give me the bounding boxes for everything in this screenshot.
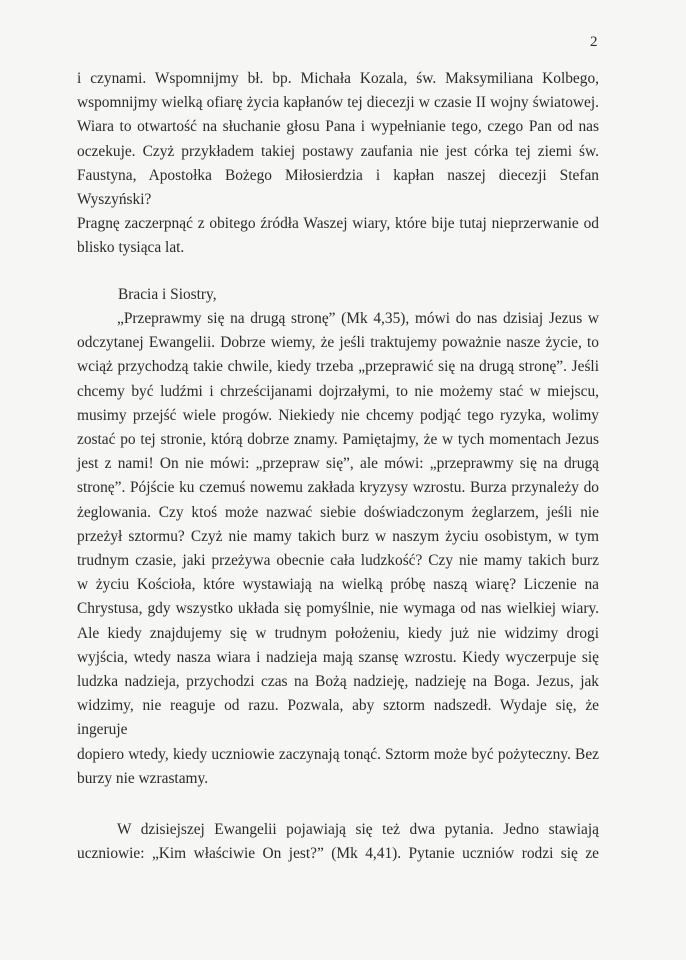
text-line: w życiu Kościoła, które wystawiają na wielką próbę naszą wiarę? Liczenie na [77,576,599,594]
text-line: Ale kiedy znajdujemy się w trudnym położeniu, kiedy już nie widzimy drogi [77,624,599,642]
text-line: trudnym czasie, jaki przeżywa obecnie cała ludzkość? Czy nie mamy takich burz [77,552,599,570]
text-line: dopiero wtedy, kiedy uczniowie zaczynają tonąć. Sztorm może być pożyteczny. Bez [77,745,599,763]
paragraph-2 [77,307,599,791]
text-line: widzimy, nie reaguje od razu. Pozwala, aby sztorm nadszedł. Wydaje się, że ingeruje [77,697,599,739]
text-line: musimy przejść wiele progów. Niekiedy nie chcemy podjąć tego ryzyka, wolimy [77,406,599,424]
text-line: „Przeprawmy się na drugą stronę” (Mk 4,35), mówi do nas dzisiaj Jezus w [117,310,599,327]
text-line: wciąż przychodzą takie chwile, kiedy trzeba „przeprawić się na drugą stronę”. Jeśli [77,358,599,376]
text-line: odczytanej Ewangelii. Dobrze wiemy, że jeśli traktujemy poważnie nasze życie, to [77,334,599,352]
text-line: zostać po tej stronie, którą dobrze znamy. Pamiętajmy, że w tych momentach Jezus [77,431,599,449]
text-line: jest z nami! On nie mówi: „przepraw się”, ale mówi: „przeprawmy się na drugą [77,455,599,473]
salutation: Bracia i Siostry, [118,286,217,303]
paragraph-1 [77,67,599,261]
text-line: i czynami. Wspomnijmy bł. bp. Michała Kozala, św. Maksymiliana Kolbego, [77,70,599,87]
text-line: W dzisiejszej Ewangelii pojawiają się też dwa pytania. Jedno stawiają [117,821,599,838]
text-line: blisko tysiąca lat. [77,239,185,257]
page-number: 2 [590,34,598,50]
text-line: Chrystusa, gdy wszystko układa się pomyślnie, nie wymaga od nas wielkiej wiary. [77,600,599,618]
text-line: żeglowania. Czy ktoś może nazwać siebie doświadczonym żeglarzem, jeśli nie [77,503,599,521]
text-line: wyjścia, wtedy nasza wiara i nadzieja mają szansę wzrostu. Kiedy wyczerpuje się [77,648,599,666]
text-line: Wiara to otwartość na słuchanie głosu Pana i wypełnianie tego, czego Pan od nas [77,118,599,136]
paragraph-3 [77,818,599,866]
text-line: przeżył sztormu? Czyż nie mamy takich burz w naszym życiu osobistym, w tym [77,527,599,545]
text-line: chcemy być ludźmi i chrześcijanami dojrzałymi, to nie możemy stać w miejscu, [77,382,599,400]
text-line: ludzka nadzieja, przychodzi czas na Bożą nadzieję, nadzieję na Boga. Jezus, jak [77,673,599,691]
text-line: oczekuje. Czyż przykładem takiej postawy zaufania nie jest córka tej ziemi św. [77,142,599,160]
text-line: wspomnijmy wielką ofiarę życia kapłanów tej diecezji w czasie II wojny światowej. [77,94,599,112]
text-line: Pragnę zaczerpnąć z obitego źródła Waszej wiary, które bije tutaj nieprzerwanie od [77,215,599,233]
text-line: burzy nie wzrastamy. [77,769,209,787]
text-line: uczniowie: „Kim właściwie On jest?” (Mk 4,41). Pytanie uczniów rodzi się ze [77,845,599,863]
text-line: Faustyna, Apostołka Bożego Miłosierdzia i kapłan naszej diecezji Stefan Wyszyński? [77,166,599,209]
text-line: stronę”. Pójście ku czemuś nowemu zakłada kryzysy wzrostu. Burza przynależy do [77,479,599,497]
